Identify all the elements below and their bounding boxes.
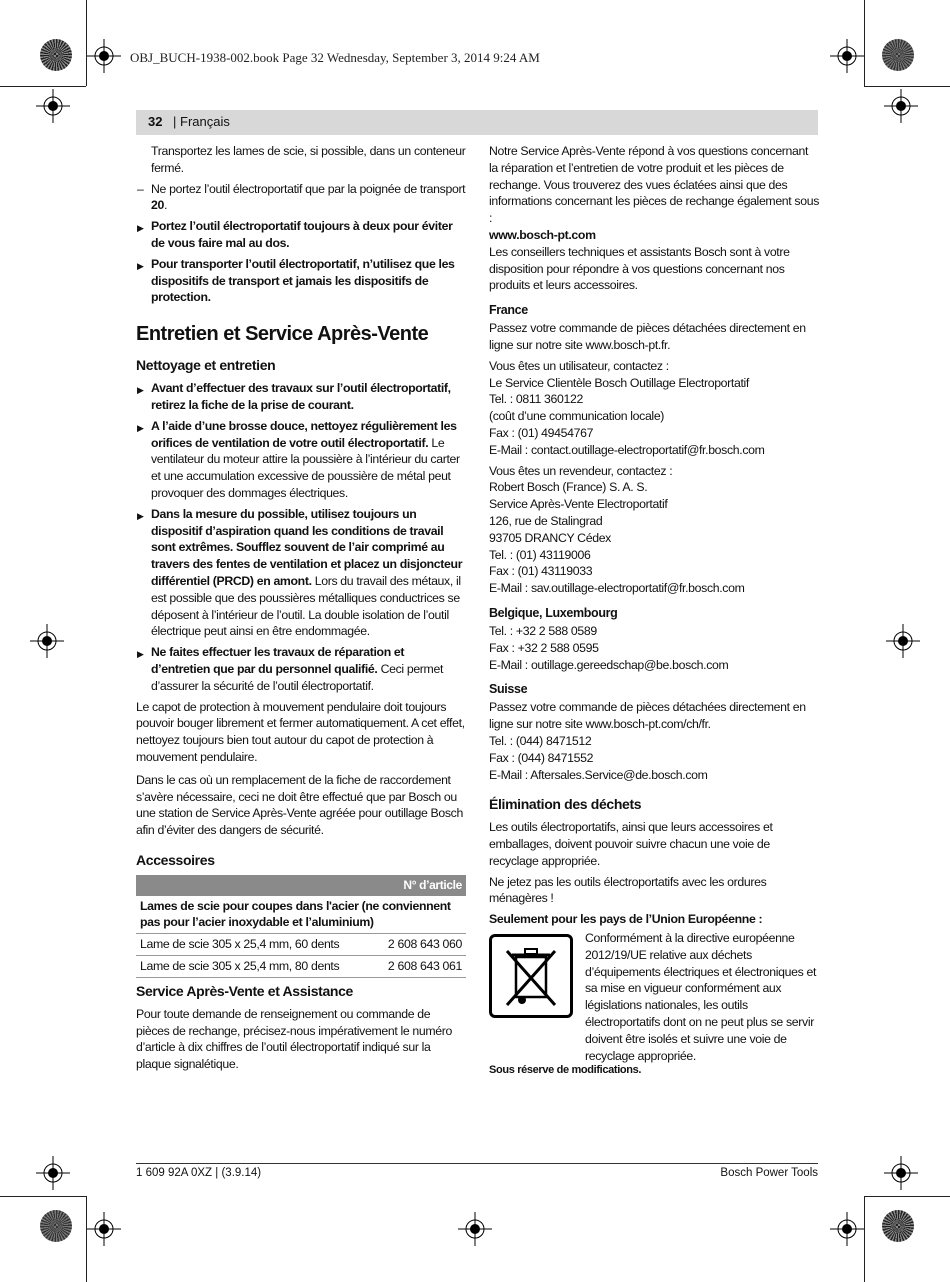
- paragraph: Ne jetez pas les outils électroportatifs avec les ordures ménagères !: [489, 874, 767, 906]
- contact-line: Fax : (044) 8471552: [489, 750, 594, 765]
- registration-mark-icon: [36, 1156, 70, 1190]
- paragraph: Les conseillers techniques et assistants Bosch sont à votre disposition pour répondre à vos questions concernant nos produits et leurs accessoires.: [489, 244, 790, 293]
- contact-line: Tel. : (044) 8471512: [489, 733, 592, 748]
- list-item: ▶ Avant d’effectuer des travaux sur l’outil électroportatif, retirez la fiche de la prise de courant.: [136, 380, 466, 414]
- paragraph: Pour toute demande de renseignement ou commande de pièces de rechange, précisez-nous impérativement le numéro d’article à dix chiffres de l’outil électroportatif indiqué sur la plaque signalétique.: [136, 1006, 452, 1072]
- registration-mark-icon: [36, 89, 70, 123]
- crossed-out-wheelie-bin-icon: [489, 934, 573, 1018]
- color-target-icon: [882, 1210, 914, 1242]
- page-number: 32: [148, 114, 163, 129]
- disclaimer: Sous réserve de modifications.: [489, 1064, 642, 1077]
- paragraph: Conformément à la directive européenne 2012/19/UE relative aux déchets d’équipements électriques et électroniques et sa mise en vigueur conformément aux législations nationales, les outils électroportatifs dont on ne peut plus se servir doivent être isolés et suivre une voie de recyclage appropriée.: [585, 931, 817, 1063]
- contact-line: E-Mail : sav.outillage-electroportatif@fr.bosch.com: [489, 581, 745, 596]
- contact-line: Service Après-Vente Electroportatif: [489, 497, 668, 512]
- subsection-heading: Accessoires: [136, 851, 215, 868]
- running-header: [136, 110, 818, 135]
- color-target-icon: [882, 39, 914, 71]
- registration-mark-icon: [87, 39, 121, 73]
- country-heading: France: [489, 303, 528, 318]
- accessories-table: [136, 875, 466, 978]
- country-heading: Belgique, Luxembourg: [489, 605, 618, 620]
- list-item: ▶ Pour transporter l’outil électroportatif, n’utilisez que les dispositifs de transport et jamais les dispositifs de protection.: [136, 256, 466, 306]
- table-cell: 2 608 643 060: [347, 934, 466, 956]
- paragraph: Passez votre commande de pièces détachées directement en ligne sur notre site www.bosch-pt.fr.: [489, 321, 806, 352]
- registration-mark-icon: [886, 624, 920, 658]
- list-item: ▶ A l’aide d’une brosse douce, nettoyez régulièrement les orifices de ventilation de votre outil électroportatif. Le ventilateur du moteur attire la poussière à l’intérieur du carter et une accumulation excessive de poussière de métal peut provoquer des dommages électriques.: [136, 418, 466, 502]
- contact-line: Tel. : 0811 360122: [489, 392, 583, 407]
- registration-mark-icon: [884, 89, 918, 123]
- list-item: ▶ Dans la mesure du possible, utilisez toujours un dispositif d’aspiration quand les conditions de travail sont extrêmes. Soufflez souvent de l’air comprimé au travers des fentes de ventilation et placez un disjoncteur différentiel (PRCD) en amont. Lors du travail des métaux, il est possible que des poussières métalliques conductrices se déposent à l’intérieur de l’outil. La double isolation de l’outil électrique peut ainsi en être endommagée.: [136, 506, 466, 640]
- country-heading: Suisse: [489, 682, 528, 697]
- paragraph: Passez votre commande de pièces détachées directement en ligne sur notre site www.bosch-pt.com/ch/fr.: [489, 700, 806, 732]
- table-cell: Lame de scie 305 x 25,4 mm, 80 dents: [136, 956, 347, 978]
- registration-mark-icon: [830, 39, 864, 73]
- contact-line: Fax : (01) 49454767: [489, 425, 594, 440]
- contact-line: E-Mail : Aftersales.Service@de.bosch.com: [489, 767, 708, 782]
- registration-mark-icon: [884, 1156, 918, 1190]
- color-target-icon: [40, 39, 72, 71]
- contact-block: [489, 733, 819, 783]
- paragraph: Notre Service Après-Vente répond à vos questions concernant la réparation et l’entretien de votre produit et les pièces de rechange. Vous trouverez des vues éclatées ainsi que des informations concernant les pièces de rechange également sous :: [489, 144, 820, 226]
- registration-mark-icon: [830, 1212, 864, 1246]
- table-row: [136, 934, 466, 956]
- table-cell: Lame de scie 305 x 25,4 mm, 60 dents: [136, 934, 347, 956]
- subsection-heading: Élimination des déchets: [489, 796, 642, 813]
- contact-block: [489, 463, 819, 597]
- section-heading: Entretien et Service Après-Vente: [136, 323, 429, 346]
- contact-line: Fax : (01) 43119033: [489, 564, 593, 579]
- registration-mark-icon: [87, 1212, 121, 1246]
- color-target-icon: [40, 1210, 72, 1242]
- table-header: N° d’article: [136, 875, 466, 896]
- eu-heading: Seulement pour les pays de l’Union Européenne :: [489, 912, 763, 927]
- footer-divider: [136, 1163, 818, 1164]
- left-column: [136, 143, 466, 1077]
- contact-line: E-Mail : contact.outillage-electroportatif@fr.bosch.com: [489, 442, 765, 457]
- contact-line: Vous êtes un revendeur, contactez :: [489, 463, 673, 478]
- contact-line: Tel. : (01) 43119006: [489, 547, 591, 562]
- paragraph: Le capot de protection à mouvement pendulaire doit toujours pouvoir bouger librement et fermer automatiquement. A cet effet, nettoyez toujours bien tout autour du capot de protection à mouvement pendulaire.: [136, 699, 465, 764]
- list-item: ▶ Ne faites effectuer les travaux de réparation et d’entretien que par du personnel qualifié. Ceci permet d’assurer la sécurité de l’outil électroportatif.: [136, 644, 466, 694]
- print-header: OBJ_BUCH-1938-002.book Page 32 Wednesday, September 3, 2014 9:24 AM: [130, 50, 540, 65]
- contact-line: Robert Bosch (France) S. A. S.: [489, 480, 648, 495]
- contact-line: Vous êtes un utilisateur, contactez :: [489, 358, 669, 373]
- contact-line: E-Mail : outillage.gereedschap@be.bosch.com: [489, 657, 729, 672]
- table-row: [136, 956, 466, 978]
- contact-block: [489, 623, 819, 673]
- paragraph: Les outils électroportatifs, ainsi que leurs accessoires et emballages, doivent pouvoir suivre chacun une voie de recyclage appropriée.: [489, 820, 773, 868]
- contact-line: 126, rue de Stalingrad: [489, 513, 603, 528]
- contact-block: [489, 358, 819, 459]
- footer-brand: Bosch Power Tools: [720, 1167, 818, 1179]
- right-column: [489, 143, 819, 1083]
- paragraph: Dans le cas où un remplacement de la fiche de raccordement s’avère nécessaire, ceci ne doit être effectué que par Bosch ou une station de Service Après-Vente agréée pour outillage Bosch afin d’éviter des dangers de sécurité.: [136, 772, 463, 838]
- weee-block: [489, 930, 819, 1064]
- contact-line: (coût d’une communication locale): [489, 409, 665, 424]
- contact-line: Tel. : +32 2 588 0589: [489, 623, 597, 638]
- footer-code: 1 609 92A 0XZ | (3.9.14): [136, 1167, 262, 1179]
- contact-line: Fax : +32 2 588 0595: [489, 640, 599, 655]
- table-cell: 2 608 643 061: [347, 956, 466, 978]
- list-item: ▶ Portez l’outil électroportatif toujours à deux pour éviter de vous faire mal au dos.: [136, 218, 466, 252]
- contact-line: 93705 DRANCY Cédex: [489, 530, 611, 545]
- website-link[interactable]: www.bosch-pt.com: [489, 227, 596, 242]
- registration-mark-icon: [458, 1212, 492, 1246]
- subsection-heading: Nettoyage et entretien: [136, 357, 276, 374]
- language-label: | Français: [173, 114, 230, 129]
- contact-line: Le Service Clientèle Bosch Outillage Electroportatif: [489, 375, 749, 390]
- list-item: – Ne portez l’outil électroportatif que par la poignée de transport 20.: [136, 181, 466, 215]
- subsection-heading: Service Après-Vente et Assistance: [136, 982, 353, 999]
- registration-mark-icon: [30, 624, 64, 658]
- table-group: Lames de scie pour coupes dans l'acier (ne conviennent pas pour l’acier inoxydable et l’aluminium): [136, 896, 466, 934]
- paragraph: Transportez les lames de scie, si possible, dans un conteneur fermé.: [151, 144, 466, 175]
